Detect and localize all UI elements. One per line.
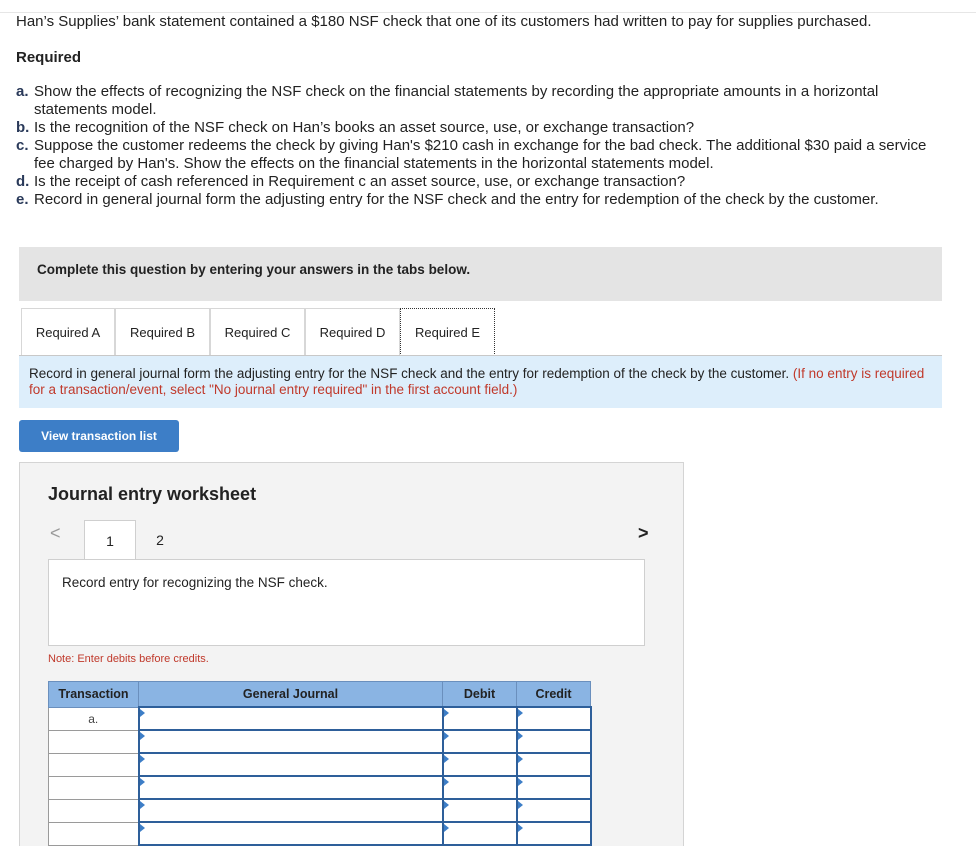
debit-input[interactable] [443, 822, 517, 845]
requirement-e [16, 191, 934, 209]
column-header-credit: Credit [517, 682, 591, 708]
input-marker-icon [518, 801, 523, 809]
account-select[interactable] [139, 799, 443, 822]
debit-input[interactable] [443, 730, 517, 753]
transaction-cell [49, 822, 139, 845]
input-marker-icon [444, 824, 449, 832]
transaction-cell [49, 753, 139, 776]
journal-header-row [49, 682, 591, 708]
input-marker-icon [444, 732, 449, 740]
credit-input[interactable] [517, 799, 591, 822]
column-header-transaction: Transaction [49, 682, 139, 708]
transaction-cell [49, 730, 139, 753]
instruction-main: Record in general journal form the adjusting entry for the NSF check and the entry for redemption of the check by the customer. [29, 366, 790, 381]
chevron-left-icon[interactable]: < [50, 523, 61, 543]
problem-intro: Han’s Supplies’ bank statement contained a $180 NSF check that one of its customers had written to pay for supplies purchased. [16, 13, 872, 30]
input-marker-icon [518, 732, 523, 740]
tab-required-e[interactable]: Required E [400, 308, 495, 356]
complete-instruction-banner [19, 247, 942, 301]
dropdown-marker-icon [140, 709, 145, 717]
worksheet-title: Journal entry worksheet [48, 484, 257, 504]
table-row [49, 707, 591, 730]
debits-before-credits-note: Note: Enter debits before credits. [48, 653, 209, 665]
requirement-b [16, 119, 934, 137]
debit-input[interactable] [443, 707, 517, 730]
credit-input[interactable] [517, 730, 591, 753]
entry-tab-2[interactable]: 2 [156, 532, 164, 548]
account-select[interactable] [139, 753, 443, 776]
tab-required-d[interactable]: Required D [305, 308, 400, 355]
credit-input[interactable] [517, 753, 591, 776]
account-select[interactable] [139, 822, 443, 845]
input-marker-icon [444, 755, 449, 763]
table-row [49, 753, 591, 776]
requirement-a [16, 83, 934, 119]
tab-required-a[interactable]: Required A [21, 308, 115, 355]
requirement-text: Is the receipt of cash referenced in Requirement c an asset source, use, or exchange transaction? [34, 173, 686, 190]
tab-required-b[interactable]: Required B [115, 308, 210, 355]
table-row [49, 730, 591, 753]
requirements-list [16, 83, 934, 209]
requirement-label: c. [16, 137, 29, 154]
dropdown-marker-icon [140, 732, 145, 740]
instruction-panel [19, 356, 942, 408]
input-marker-icon [444, 778, 449, 786]
requirement-c [16, 137, 934, 173]
input-marker-icon [444, 709, 449, 717]
table-row [49, 822, 591, 845]
requirement-text: Show the effects of recognizing the NSF check on the financial statements by recording the appropriate amounts in a horizontal statements model. [34, 83, 879, 118]
view-transaction-list-button[interactable]: View transaction list [19, 420, 179, 452]
transaction-cell [49, 799, 139, 822]
input-marker-icon [518, 709, 523, 717]
account-select[interactable] [139, 707, 443, 730]
account-select[interactable] [139, 730, 443, 753]
debit-input[interactable] [443, 799, 517, 822]
transaction-cell: a. [49, 707, 139, 730]
input-marker-icon [518, 824, 523, 832]
requirement-text: Is the recognition of the NSF check on Han’s books an asset source, use, or exchange transaction? [34, 119, 695, 136]
credit-input[interactable] [517, 776, 591, 799]
journal-table [48, 681, 592, 846]
transaction-cell [49, 776, 139, 799]
dropdown-marker-icon [140, 824, 145, 832]
dropdown-marker-icon [140, 755, 145, 763]
entry-tab-1[interactable]: 1 [84, 520, 136, 561]
column-header-general-journal: General Journal [139, 682, 443, 708]
entry-description: Record entry for recognizing the NSF check. [62, 575, 328, 590]
required-heading: Required [16, 49, 82, 66]
input-marker-icon [444, 801, 449, 809]
instruction-text [29, 366, 929, 398]
tab-required-c[interactable]: Required C [210, 308, 305, 355]
requirement-label: d. [16, 173, 30, 190]
credit-input[interactable] [517, 707, 591, 730]
instruction-note: (If no entry is required for a transaction/event, select "No journal entry required" in the first account field.) [29, 366, 925, 397]
column-header-debit: Debit [443, 682, 517, 708]
dropdown-marker-icon [140, 778, 145, 786]
chevron-right-icon[interactable]: > [638, 523, 649, 543]
requirement-label: b. [16, 119, 30, 136]
requirement-d [16, 173, 934, 191]
table-row [49, 799, 591, 822]
requirement-label: e. [16, 191, 29, 208]
requirement-label: a. [16, 83, 29, 100]
account-select[interactable] [139, 776, 443, 799]
credit-input[interactable] [517, 822, 591, 845]
input-marker-icon [518, 755, 523, 763]
requirement-text: Suppose the customer redeems the check by giving Han's $210 cash in exchange for the bad check. The additional $30 paid a service fee charged by Han's. Show the effects on the financial statements in the horizontal statements model. [34, 137, 927, 172]
debit-input[interactable] [443, 753, 517, 776]
journal-entry-worksheet [19, 462, 684, 846]
debit-input[interactable] [443, 776, 517, 799]
entry-description-box [48, 559, 645, 646]
table-row [49, 776, 591, 799]
complete-instruction-text: Complete this question by entering your answers in the tabs below. [37, 262, 471, 277]
input-marker-icon [518, 778, 523, 786]
requirement-text: Record in general journal form the adjusting entry for the NSF check and the entry for redemption of the check by the customer. [34, 191, 879, 208]
dropdown-marker-icon [140, 801, 145, 809]
